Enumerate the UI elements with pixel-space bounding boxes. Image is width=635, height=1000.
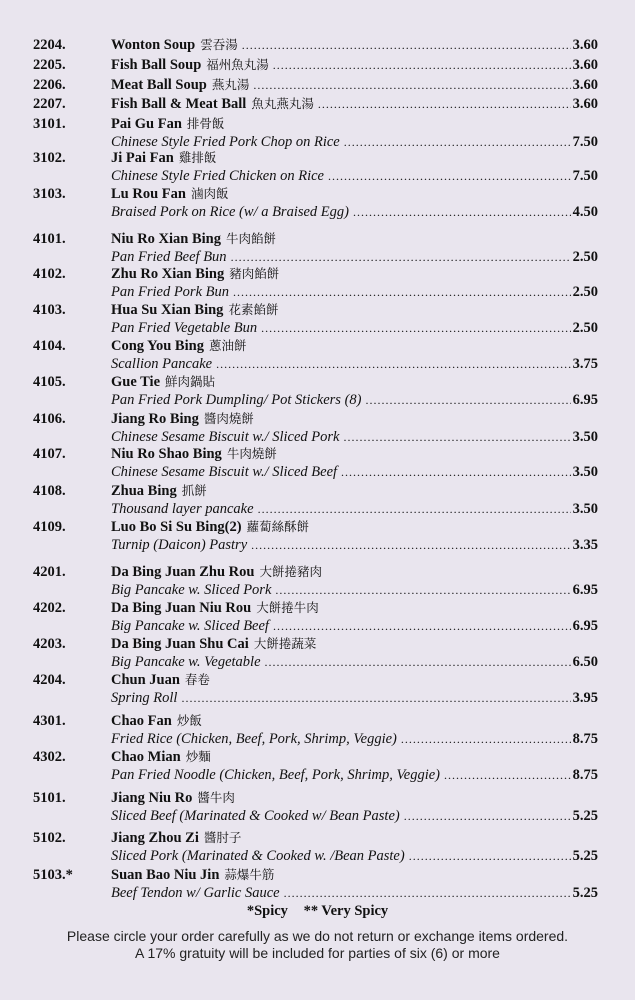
item-name: Zhu Ro Xian Bing (111, 266, 225, 282)
item-chinese-name: 鮮肉鍋貼 (165, 374, 216, 389)
item-description-line (111, 581, 598, 599)
item-name: Chun Juan (111, 672, 180, 688)
item-price: 8.75 (572, 731, 598, 747)
item-code: 5102. (33, 830, 66, 846)
item-description-line (111, 766, 598, 784)
item-name: Wonton Soup (111, 37, 196, 53)
item-price: 5.25 (572, 885, 598, 901)
item-name: Gue Tie (111, 374, 161, 390)
item-price: 3.60 (572, 37, 598, 53)
item-chinese-name: 大餅捲蔬菜 (253, 636, 317, 651)
item-description-line (111, 653, 598, 671)
item-title-line (111, 149, 598, 167)
item-title-line (111, 563, 598, 581)
item-name: Ji Pai Fan (111, 150, 174, 166)
item-code: 2207. (33, 96, 66, 112)
item-chinese-name: 雞排飯 (178, 150, 217, 165)
order-notice: Please circle your order carefully as we do not return or exchange items ordered. (66, 928, 569, 944)
dot-leader (401, 730, 571, 748)
dot-leader (409, 847, 571, 865)
item-title-line (111, 712, 598, 730)
item-description-line (111, 730, 598, 748)
item-price: 3.60 (572, 96, 598, 112)
item-name: Da Bing Juan Zhu Rou (111, 564, 255, 580)
item-name: Niu Ro Shao Bing (111, 446, 222, 462)
item-title-line (111, 95, 598, 113)
item-description: Pan Fried Noodle (Chicken, Beef, Pork, Shrimp, Veggie) (111, 767, 440, 783)
item-title-line (111, 373, 598, 391)
item-chinese-name: 燕丸湯 (211, 77, 250, 92)
item-description-line (111, 167, 598, 185)
item-chinese-name: 抓餅 (181, 483, 207, 498)
item-title-line (111, 56, 598, 74)
item-description-line (111, 283, 598, 301)
item-chinese-name: 醬牛肉 (197, 790, 235, 805)
item-description: Spring Roll (111, 690, 178, 706)
item-price: 4.50 (572, 204, 598, 220)
item-description-line (111, 536, 598, 554)
item-code: 3101. (33, 116, 66, 132)
item-chinese-name: 雲吞湯 (200, 37, 238, 52)
item-chinese-name: 醬肘子 (203, 830, 242, 845)
dot-leader (275, 581, 570, 599)
dot-leader (318, 95, 571, 113)
item-name: Chao Mian (111, 749, 181, 765)
spicy-legend-double: ** Very Spicy (303, 903, 389, 919)
item-description-line (111, 428, 598, 446)
item-name: Zhua Bing (111, 483, 177, 499)
item-title-line (111, 482, 598, 500)
item-name: Jiang Zhou Zi (111, 830, 199, 846)
item-name: Hua Su Xian Bing (111, 302, 224, 318)
item-description: Chinese Style Fried Chicken on Rice (111, 168, 324, 184)
item-name: Chao Fan (111, 713, 172, 729)
item-title-line (111, 185, 598, 203)
item-chinese-name: 蔥油餅 (208, 338, 247, 353)
item-description: Pan Fried Pork Dumpling/ Pot Stickers (8) (111, 392, 362, 408)
item-chinese-name: 滷肉飯 (190, 186, 229, 201)
item-name: Suan Bao Niu Jin (111, 867, 220, 883)
item-description-line (111, 203, 598, 221)
item-name: Jiang Niu Ro (111, 790, 193, 806)
item-price: 6.95 (572, 618, 598, 634)
item-name: Da Bing Juan Shu Cai (111, 636, 249, 652)
item-description-line (111, 391, 598, 409)
spicy-legend-single: *Spicy (246, 903, 288, 919)
item-code: 2206. (33, 77, 66, 93)
item-name: Luo Bo Si Su Bing(2) (111, 519, 242, 535)
item-title-line (111, 789, 598, 807)
gratuity-notice: A 17% gratuity will be included for parties of six (6) or more (135, 945, 500, 961)
item-chinese-name: 炒飯 (176, 713, 202, 728)
item-description: Chinese Sesame Biscuit w./ Sliced Pork (111, 429, 340, 445)
dot-leader (258, 500, 571, 518)
item-chinese-name: 春卷 (184, 672, 210, 687)
item-name: Lu Rou Fan (111, 186, 186, 202)
dot-leader (328, 167, 571, 185)
item-code: 4203. (33, 636, 66, 652)
item-title-line (111, 829, 598, 847)
item-code: 3102. (33, 150, 66, 166)
item-name: Meat Ball Soup (111, 77, 207, 93)
item-chinese-name: 牛肉餡餅 (226, 231, 277, 246)
dot-leader (273, 617, 571, 635)
dot-leader (444, 766, 571, 784)
item-code: 4204. (33, 672, 66, 688)
item-description-line (111, 847, 598, 865)
item-description: Fried Rice (Chicken, Beef, Pork, Shrimp, Veggie) (111, 731, 397, 747)
item-description: Chinese Sesame Biscuit w./ Sliced Beef (111, 464, 338, 480)
item-code: 4201. (33, 564, 66, 580)
item-title-line (111, 230, 598, 248)
item-code: 4104. (33, 338, 66, 354)
item-description-line (111, 463, 598, 481)
dot-leader (284, 884, 571, 902)
item-price: 3.60 (572, 77, 598, 93)
item-code: 5101. (33, 790, 66, 806)
item-code: 4108. (33, 483, 66, 499)
item-price: 7.50 (572, 134, 598, 150)
item-title-line (111, 445, 598, 463)
item-title-line (111, 599, 598, 617)
item-description-line (111, 248, 598, 266)
item-price: 8.75 (572, 767, 598, 783)
item-price: 3.50 (572, 429, 598, 445)
spicy-legend (0, 903, 635, 920)
item-chinese-name: 蒜爆牛筋 (224, 867, 275, 882)
item-price: 3.50 (572, 464, 598, 480)
item-description: Big Pancake w. Vegetable (111, 654, 261, 670)
item-code: 4202. (33, 600, 66, 616)
item-description: Pan Fried Pork Bun (111, 284, 229, 300)
item-name: Pai Gu Fan (111, 116, 182, 132)
item-chinese-name: 豬肉餡餅 (229, 266, 280, 281)
item-name: Fish Ball & Meat Ball (111, 96, 247, 112)
dot-leader (365, 391, 570, 409)
item-title-line (111, 115, 598, 133)
item-description-line (111, 500, 598, 518)
item-title-line (111, 410, 598, 428)
item-code: 4302. (33, 749, 66, 765)
item-title-line (111, 337, 598, 355)
item-name: Fish Ball Soup (111, 57, 202, 73)
item-description-line (111, 319, 598, 337)
item-price: 3.75 (572, 356, 598, 372)
item-description: Sliced Beef (Marinated & Cooked w/ Bean Paste) (111, 808, 400, 824)
item-price: 3.50 (572, 501, 598, 517)
dot-leader (233, 283, 571, 301)
item-code: 5103.* (33, 867, 73, 883)
dot-leader (216, 355, 571, 373)
item-description-line (111, 884, 598, 902)
item-title-line (111, 76, 598, 94)
item-title-line (111, 518, 598, 536)
item-description: Turnip (Daicon) Pastry (111, 537, 248, 553)
item-name: Da Bing Juan Niu Rou (111, 600, 252, 616)
dot-leader (273, 56, 571, 74)
item-code: 4107. (33, 446, 66, 462)
item-code: 4103. (33, 302, 66, 318)
item-price: 6.95 (572, 392, 598, 408)
item-title-line (111, 671, 598, 689)
item-name: Jiang Ro Bing (111, 411, 199, 427)
dot-leader (242, 36, 571, 54)
dot-leader (353, 203, 571, 221)
item-description: Pan Fried Vegetable Bun (111, 320, 258, 336)
dot-leader (261, 319, 570, 337)
item-chinese-name: 蘿蔔絲酥餅 (246, 519, 310, 534)
dot-leader (231, 248, 571, 266)
item-chinese-name: 排骨飯 (186, 116, 225, 131)
item-price: 2.50 (572, 320, 598, 336)
item-price: 6.50 (572, 654, 598, 670)
item-chinese-name: 牛肉燒餅 (226, 446, 277, 461)
item-code: 2204. (33, 37, 66, 53)
item-description: Big Pancake w. Sliced Beef (111, 618, 269, 634)
dot-leader (343, 428, 570, 446)
item-description-line (111, 355, 598, 373)
item-description: Big Pancake w. Sliced Pork (111, 582, 272, 598)
item-chinese-name: 魚丸燕丸湯 (251, 96, 314, 111)
item-description: Braised Pork on Rice (w/ a Braised Egg) (111, 204, 349, 220)
item-code: 4102. (33, 266, 66, 282)
item-description: Beef Tendon w/ Garlic Sauce (111, 885, 280, 901)
item-price: 3.60 (572, 57, 598, 73)
item-description: Sliced Pork (Marinated & Cooked w. /Bean Paste) (111, 848, 405, 864)
item-description: Scallion Pancake (111, 356, 213, 372)
item-code: 4109. (33, 519, 66, 535)
item-description-line (111, 689, 598, 707)
dot-leader (181, 689, 570, 707)
item-description: Thousand layer pancake (111, 501, 254, 517)
item-description-line (111, 617, 598, 635)
item-price: 6.95 (572, 582, 598, 598)
item-title-line (111, 265, 598, 283)
item-code: 3103. (33, 186, 66, 202)
dot-leader (404, 807, 571, 825)
item-price: 5.25 (572, 808, 598, 824)
item-code: 4301. (33, 713, 66, 729)
item-chinese-name: 醬肉燒餅 (203, 411, 254, 426)
item-chinese-name: 福州魚丸湯 (206, 57, 269, 72)
dot-leader (253, 76, 570, 94)
item-code: 2205. (33, 57, 66, 73)
item-description: Pan Fried Beef Bun (111, 249, 227, 265)
item-price: 2.50 (572, 249, 598, 265)
item-code: 4106. (33, 411, 66, 427)
item-price: 3.95 (572, 690, 598, 706)
item-price: 2.50 (572, 284, 598, 300)
item-description: Chinese Style Fried Pork Chop on Rice (111, 134, 340, 150)
item-name: Niu Ro Xian Bing (111, 231, 221, 247)
item-code: 4101. (33, 231, 66, 247)
item-chinese-name: 花素餡餅 (228, 302, 279, 317)
item-title-line (111, 635, 598, 653)
item-chinese-name: 大餅捲豬肉 (259, 564, 322, 579)
item-description-line (111, 807, 598, 825)
item-price: 3.35 (572, 537, 598, 553)
dot-leader (251, 536, 570, 554)
item-chinese-name: 炒麵 (185, 749, 211, 764)
item-price: 7.50 (572, 168, 598, 184)
dot-leader (265, 653, 571, 671)
item-code: 4105. (33, 374, 66, 390)
item-title-line (111, 866, 598, 884)
item-title-line (111, 748, 598, 766)
item-title-line (111, 301, 598, 319)
item-chinese-name: 大餅捲牛肉 (256, 600, 319, 615)
item-price: 5.25 (572, 848, 598, 864)
item-title-line (111, 36, 598, 54)
dot-leader (341, 463, 571, 481)
item-name: Cong You Bing (111, 338, 204, 354)
